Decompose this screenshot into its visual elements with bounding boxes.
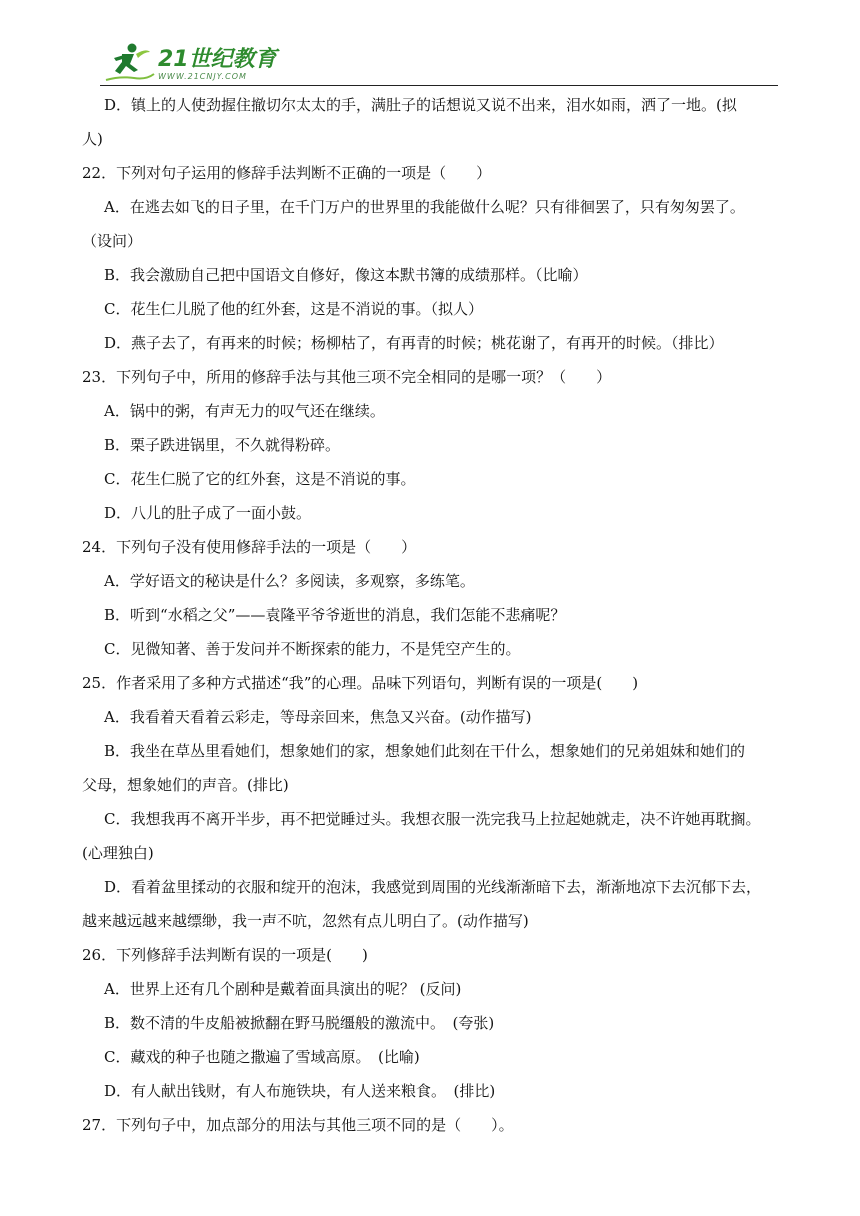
question-stem: 25．作者采用了多种方式描述“我”的心理。品味下列语句，判断有误的一项是( ): [82, 674, 639, 692]
option-line: B．听到“水稻之父”——袁隆平爷爷逝世的消息，我们怎能不悲痛呢？: [104, 606, 566, 624]
question-stem: 23．下列句子中，所用的修辞手法与其他三项不完全相同的是哪一项？（ ）: [82, 368, 612, 386]
option-line: C．花生仁脱了它的红外套，这是不消说的事。: [104, 470, 416, 488]
option-line: A．我看着天看着云彩走，等母亲回来，焦急又兴奋。(动作描写): [104, 708, 532, 726]
continuation-line: 父母，想象她们的声音。(排比): [82, 776, 289, 794]
option-line: D．镇上的人使劲握住撤切尔太太的手，满肚子的话想说又说不出来，泪水如雨，洒了一地。(拟: [104, 96, 737, 114]
option-line: A．锅中的粥，有声无力的叹气还在继续。: [104, 402, 385, 420]
continuation-line: 人): [82, 130, 103, 148]
continuation-line: 越来越远越来越缥缈，我一声不吭，忽然有点儿明白了。(动作描写): [82, 912, 529, 930]
continuation-line: (心理独白): [82, 844, 154, 862]
question-stem: 24．下列句子没有使用修辞手法的一项是（ ）: [82, 538, 417, 556]
option-line: B．我坐在草丛里看她们，想象她们的家，想象她们此刻在干什么，想象她们的兄弟姐妹和她们的: [104, 742, 746, 760]
runner-logo-icon: [100, 40, 156, 84]
option-line: C．我想我再不离开半步，再不把觉睡过头。我想衣服一洗完我马上拉起她就走，决不许她再耽搁。: [104, 810, 761, 828]
option-line: A．在逃去如飞的日子里，在千门万户的世界里的我能做什么呢？只有徘徊罢了，只有匆匆罢了。: [104, 198, 745, 216]
question-stem: 22．下列对句子运用的修辞手法判断不正确的一项是（ ）: [82, 164, 492, 182]
header-divider: [100, 85, 778, 86]
option-line: B．我会激励自己把中国语文自修好，像这本默书簿的成绩那样。（比喻）: [104, 266, 588, 284]
logo-url: WWW.21CNJY.COM: [158, 72, 247, 81]
page-header: [100, 38, 778, 86]
option-line: B．数不清的牛皮船被掀翻在野马脱缰般的激流中。 (夸张): [104, 1014, 495, 1032]
option-line: C．见微知著、善于发问并不断探索的能力，不是凭空产生的。: [104, 640, 521, 658]
option-line: A．学好语文的秘诀是什么？多阅读，多观察，多练笔。: [104, 572, 475, 590]
question-stem: 26．下列修辞手法判断有误的一项是( ): [82, 946, 368, 964]
option-line: C．花生仁儿脱了他的红外套，这是不消说的事。（拟人）: [104, 300, 483, 318]
option-line: D．八儿的肚子成了一面小鼓。: [104, 504, 312, 522]
option-line: A．世界上还有几个剧种是戴着面具演出的呢？ (反问): [104, 980, 462, 998]
question-content: [82, 88, 780, 1142]
continuation-line: （设问）: [82, 232, 143, 250]
option-line: B．栗子跌进锅里，不久就得粉碎。: [104, 436, 341, 454]
option-line: D．有人献出钱财，有人布施铁块，有人送来粮食。 (排比): [104, 1082, 496, 1100]
site-logo: [100, 38, 277, 84]
logo-text: 21世纪教育: [158, 47, 277, 72]
question-stem: 27．下列句子中，加点部分的用法与其他三项不同的是（ ）。: [82, 1116, 514, 1134]
option-line: D．燕子去了，有再来的时候；杨柳枯了，有再青的时候；桃花谢了，有再开的时候。（排比）: [104, 334, 724, 352]
option-line: C．藏戏的种子也随之撒遍了雪域高原。 (比喻): [104, 1048, 420, 1066]
option-line: D．看着盆里揉动的衣服和绽开的泡沫，我感觉到周围的光线渐渐暗下去，渐渐地凉下去沉郁下去，: [104, 878, 762, 896]
